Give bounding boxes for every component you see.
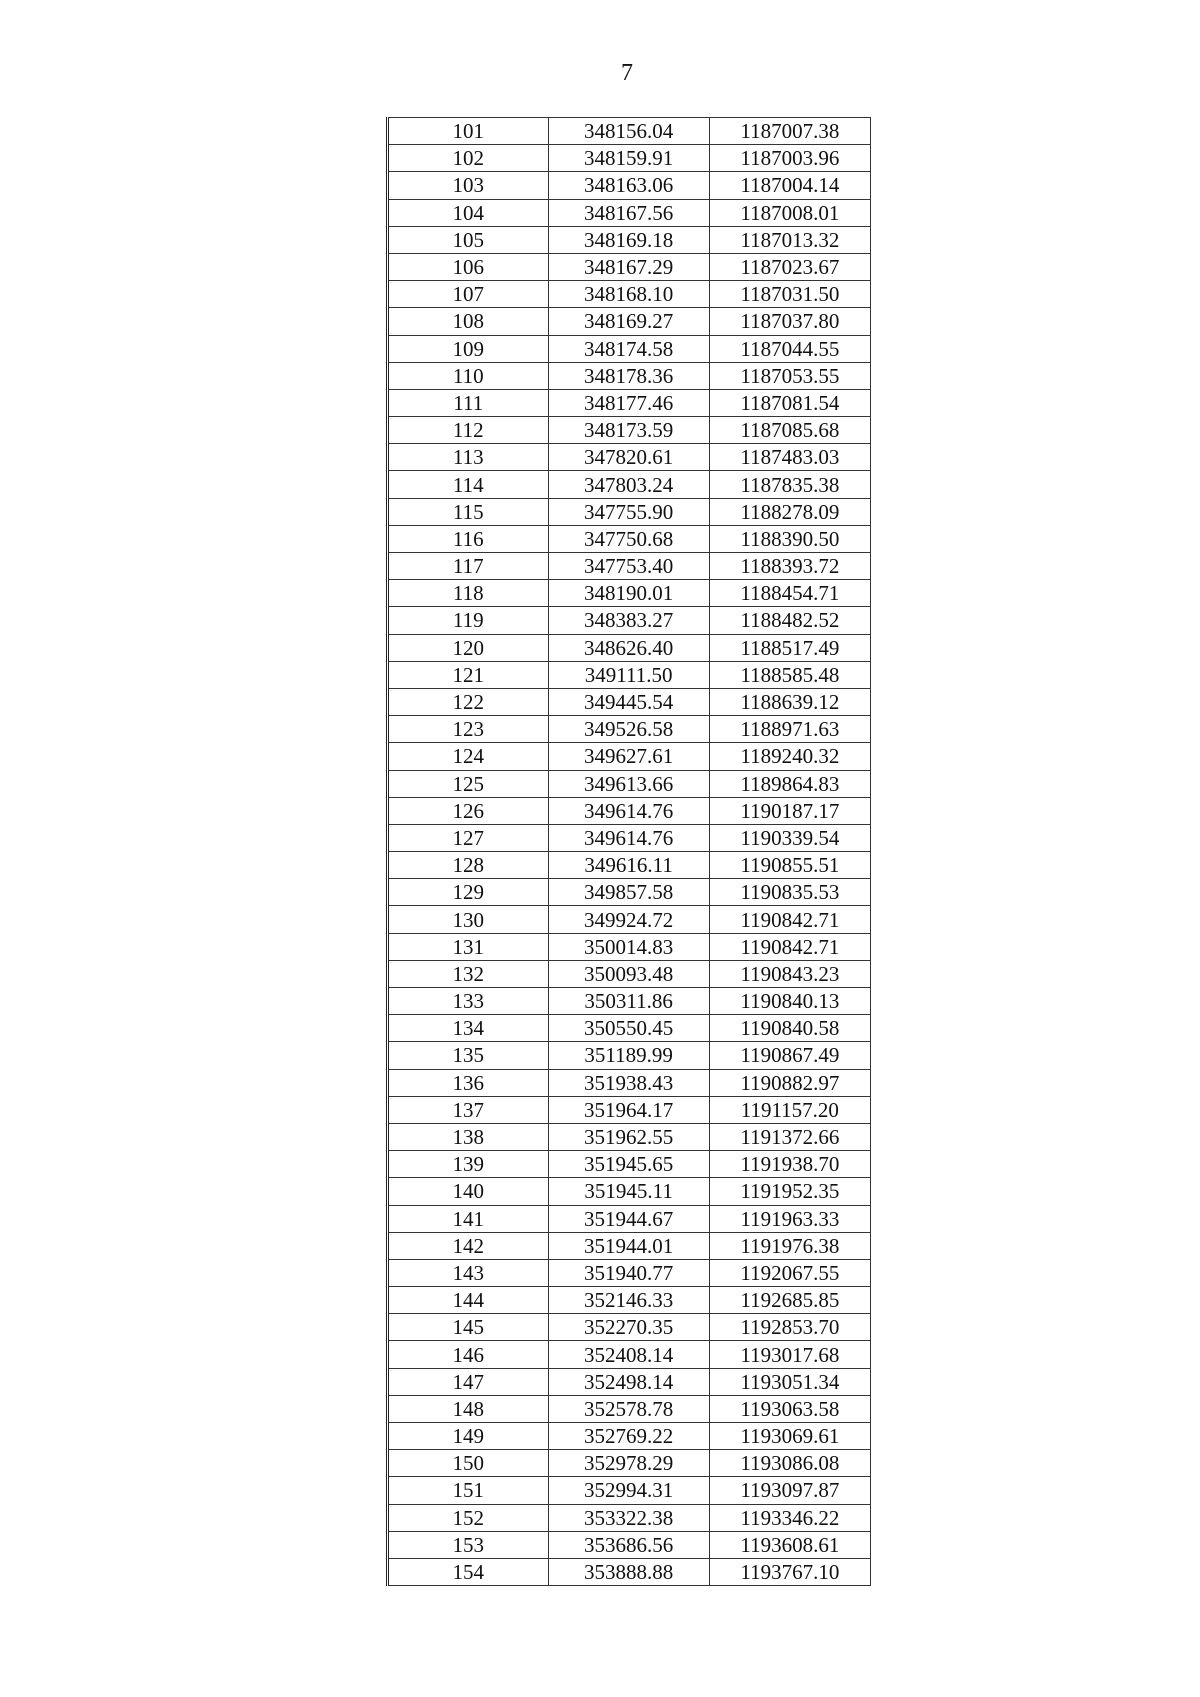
x-coordinate-cell: 351945.65 [548, 1151, 709, 1178]
table-row [388, 1314, 871, 1341]
x-coordinate-cell: 348168.10 [548, 281, 709, 308]
table-row [388, 688, 871, 715]
point-number-cell: 119 [388, 607, 549, 634]
x-coordinate-cell: 351964.17 [548, 1096, 709, 1123]
y-coordinate-cell: 1187008.01 [709, 199, 870, 226]
x-coordinate-cell: 348156.04 [548, 118, 709, 145]
table-row [388, 281, 871, 308]
point-number-cell: 141 [388, 1205, 549, 1232]
y-coordinate-cell: 1187013.32 [709, 226, 870, 253]
coordinates-table-body [388, 118, 871, 1586]
table-row [388, 553, 871, 580]
point-number-cell: 154 [388, 1558, 549, 1585]
table-row [388, 879, 871, 906]
point-number-cell: 140 [388, 1178, 549, 1205]
x-coordinate-cell: 348169.27 [548, 308, 709, 335]
point-number-cell: 126 [388, 797, 549, 824]
x-coordinate-cell: 351962.55 [548, 1123, 709, 1150]
x-coordinate-cell: 347820.61 [548, 444, 709, 471]
table-row [388, 1395, 871, 1422]
y-coordinate-cell: 1190842.71 [709, 933, 870, 960]
y-coordinate-cell: 1193017.68 [709, 1341, 870, 1368]
table-row [388, 362, 871, 389]
point-number-cell: 109 [388, 335, 549, 362]
point-number-cell: 146 [388, 1341, 549, 1368]
point-number-cell: 149 [388, 1423, 549, 1450]
point-number-cell: 103 [388, 172, 549, 199]
y-coordinate-cell: 1190882.97 [709, 1069, 870, 1096]
y-coordinate-cell: 1190187.17 [709, 797, 870, 824]
table-row [388, 444, 871, 471]
table-row [388, 960, 871, 987]
x-coordinate-cell: 352978.29 [548, 1450, 709, 1477]
y-coordinate-cell: 1188454.71 [709, 580, 870, 607]
x-coordinate-cell: 352578.78 [548, 1395, 709, 1422]
x-coordinate-cell: 352994.31 [548, 1477, 709, 1504]
page-number: 7 [621, 60, 633, 86]
table-row [388, 226, 871, 253]
y-coordinate-cell: 1187835.38 [709, 471, 870, 498]
y-coordinate-cell: 1191372.66 [709, 1123, 870, 1150]
y-coordinate-cell: 1190840.13 [709, 988, 870, 1015]
y-coordinate-cell: 1187483.03 [709, 444, 870, 471]
y-coordinate-cell: 1190843.23 [709, 960, 870, 987]
y-coordinate-cell: 1188390.50 [709, 525, 870, 552]
table-row [388, 716, 871, 743]
point-number-cell: 132 [388, 960, 549, 987]
x-coordinate-cell: 351189.99 [548, 1042, 709, 1069]
table-row [388, 1287, 871, 1314]
y-coordinate-cell: 1193767.10 [709, 1558, 870, 1585]
point-number-cell: 151 [388, 1477, 549, 1504]
x-coordinate-cell: 348383.27 [548, 607, 709, 634]
point-number-cell: 118 [388, 580, 549, 607]
x-coordinate-cell: 350550.45 [548, 1015, 709, 1042]
y-coordinate-cell: 1189864.83 [709, 770, 870, 797]
y-coordinate-cell: 1188278.09 [709, 498, 870, 525]
table-row [388, 1042, 871, 1069]
point-number-cell: 150 [388, 1450, 549, 1477]
point-number-cell: 110 [388, 362, 549, 389]
x-coordinate-cell: 348167.29 [548, 253, 709, 280]
table-row [388, 906, 871, 933]
point-number-cell: 104 [388, 199, 549, 226]
table-row [388, 743, 871, 770]
y-coordinate-cell: 1192685.85 [709, 1287, 870, 1314]
table-row [388, 1123, 871, 1150]
x-coordinate-cell: 352146.33 [548, 1287, 709, 1314]
point-number-cell: 147 [388, 1368, 549, 1395]
x-coordinate-cell: 351944.01 [548, 1232, 709, 1259]
table-row [388, 417, 871, 444]
point-number-cell: 130 [388, 906, 549, 933]
point-number-cell: 116 [388, 525, 549, 552]
x-coordinate-cell: 353322.38 [548, 1504, 709, 1531]
x-coordinate-cell: 349111.50 [548, 661, 709, 688]
x-coordinate-cell: 348177.46 [548, 389, 709, 416]
y-coordinate-cell: 1190339.54 [709, 824, 870, 851]
y-coordinate-cell: 1193051.34 [709, 1368, 870, 1395]
table-row [388, 1477, 871, 1504]
point-number-cell: 139 [388, 1151, 549, 1178]
x-coordinate-cell: 348174.58 [548, 335, 709, 362]
x-coordinate-cell: 353888.88 [548, 1558, 709, 1585]
point-number-cell: 142 [388, 1232, 549, 1259]
table-row [388, 1450, 871, 1477]
table-row [388, 335, 871, 362]
x-coordinate-cell: 350311.86 [548, 988, 709, 1015]
x-coordinate-cell: 348178.36 [548, 362, 709, 389]
x-coordinate-cell: 353686.56 [548, 1531, 709, 1558]
point-number-cell: 153 [388, 1531, 549, 1558]
x-coordinate-cell: 347755.90 [548, 498, 709, 525]
table-row [388, 253, 871, 280]
point-number-cell: 134 [388, 1015, 549, 1042]
y-coordinate-cell: 1192853.70 [709, 1314, 870, 1341]
x-coordinate-cell: 348626.40 [548, 634, 709, 661]
table-row [388, 525, 871, 552]
y-coordinate-cell: 1188585.48 [709, 661, 870, 688]
point-number-cell: 143 [388, 1259, 549, 1286]
y-coordinate-cell: 1193097.87 [709, 1477, 870, 1504]
x-coordinate-cell: 348167.56 [548, 199, 709, 226]
table-row [388, 1232, 871, 1259]
point-number-cell: 113 [388, 444, 549, 471]
x-coordinate-cell: 347753.40 [548, 553, 709, 580]
y-coordinate-cell: 1188971.63 [709, 716, 870, 743]
y-coordinate-cell: 1192067.55 [709, 1259, 870, 1286]
table-row [388, 308, 871, 335]
x-coordinate-cell: 348169.18 [548, 226, 709, 253]
table-row [388, 1205, 871, 1232]
x-coordinate-cell: 351944.67 [548, 1205, 709, 1232]
point-number-cell: 125 [388, 770, 549, 797]
point-number-cell: 152 [388, 1504, 549, 1531]
y-coordinate-cell: 1188393.72 [709, 553, 870, 580]
table-row [388, 1015, 871, 1042]
y-coordinate-cell: 1193346.22 [709, 1504, 870, 1531]
y-coordinate-cell: 1187085.68 [709, 417, 870, 444]
table-row [388, 498, 871, 525]
x-coordinate-cell: 350093.48 [548, 960, 709, 987]
table-row [388, 1069, 871, 1096]
table-row [388, 199, 871, 226]
point-number-cell: 122 [388, 688, 549, 715]
y-coordinate-cell: 1191976.38 [709, 1232, 870, 1259]
table-row [388, 1504, 871, 1531]
table-row [388, 1178, 871, 1205]
table-row [388, 471, 871, 498]
y-coordinate-cell: 1191157.20 [709, 1096, 870, 1123]
point-number-cell: 144 [388, 1287, 549, 1314]
y-coordinate-cell: 1190842.71 [709, 906, 870, 933]
table-row [388, 824, 871, 851]
y-coordinate-cell: 1193086.08 [709, 1450, 870, 1477]
table-row [388, 661, 871, 688]
y-coordinate-cell: 1187007.38 [709, 118, 870, 145]
point-number-cell: 137 [388, 1096, 549, 1123]
y-coordinate-cell: 1187081.54 [709, 389, 870, 416]
x-coordinate-cell: 347750.68 [548, 525, 709, 552]
x-coordinate-cell: 350014.83 [548, 933, 709, 960]
x-coordinate-cell: 351940.77 [548, 1259, 709, 1286]
x-coordinate-cell: 348173.59 [548, 417, 709, 444]
x-coordinate-cell: 347803.24 [548, 471, 709, 498]
point-number-cell: 123 [388, 716, 549, 743]
x-coordinate-cell: 349613.66 [548, 770, 709, 797]
y-coordinate-cell: 1188482.52 [709, 607, 870, 634]
x-coordinate-cell: 351938.43 [548, 1069, 709, 1096]
y-coordinate-cell: 1188517.49 [709, 634, 870, 661]
table-row [388, 1558, 871, 1585]
point-number-cell: 135 [388, 1042, 549, 1069]
point-number-cell: 121 [388, 661, 549, 688]
y-coordinate-cell: 1193069.61 [709, 1423, 870, 1450]
point-number-cell: 127 [388, 824, 549, 851]
y-coordinate-cell: 1191938.70 [709, 1151, 870, 1178]
x-coordinate-cell: 352270.35 [548, 1314, 709, 1341]
coordinates-table [386, 117, 871, 1586]
y-coordinate-cell: 1191952.35 [709, 1178, 870, 1205]
point-number-cell: 108 [388, 308, 549, 335]
point-number-cell: 114 [388, 471, 549, 498]
table-row [388, 1368, 871, 1395]
point-number-cell: 102 [388, 145, 549, 172]
table-row [388, 580, 871, 607]
point-number-cell: 107 [388, 281, 549, 308]
x-coordinate-cell: 349857.58 [548, 879, 709, 906]
x-coordinate-cell: 349614.76 [548, 797, 709, 824]
x-coordinate-cell: 352408.14 [548, 1341, 709, 1368]
x-coordinate-cell: 348159.91 [548, 145, 709, 172]
y-coordinate-cell: 1190835.53 [709, 879, 870, 906]
y-coordinate-cell: 1190840.58 [709, 1015, 870, 1042]
point-number-cell: 120 [388, 634, 549, 661]
y-coordinate-cell: 1190867.49 [709, 1042, 870, 1069]
x-coordinate-cell: 348163.06 [548, 172, 709, 199]
y-coordinate-cell: 1187053.55 [709, 362, 870, 389]
table-row [388, 933, 871, 960]
point-number-cell: 124 [388, 743, 549, 770]
y-coordinate-cell: 1193608.61 [709, 1531, 870, 1558]
point-number-cell: 112 [388, 417, 549, 444]
x-coordinate-cell: 352769.22 [548, 1423, 709, 1450]
point-number-cell: 105 [388, 226, 549, 253]
table-row [388, 634, 871, 661]
point-number-cell: 136 [388, 1069, 549, 1096]
table-row [388, 145, 871, 172]
y-coordinate-cell: 1187031.50 [709, 281, 870, 308]
table-row [388, 770, 871, 797]
table-row [388, 1341, 871, 1368]
table-row [388, 118, 871, 145]
y-coordinate-cell: 1187037.80 [709, 308, 870, 335]
point-number-cell: 145 [388, 1314, 549, 1341]
x-coordinate-cell: 349616.11 [548, 852, 709, 879]
point-number-cell: 101 [388, 118, 549, 145]
y-coordinate-cell: 1193063.58 [709, 1395, 870, 1422]
table-row [388, 1096, 871, 1123]
point-number-cell: 148 [388, 1395, 549, 1422]
x-coordinate-cell: 349627.61 [548, 743, 709, 770]
point-number-cell: 115 [388, 498, 549, 525]
point-number-cell: 133 [388, 988, 549, 1015]
y-coordinate-cell: 1189240.32 [709, 743, 870, 770]
table-row [388, 1259, 871, 1286]
y-coordinate-cell: 1187004.14 [709, 172, 870, 199]
x-coordinate-cell: 351945.11 [548, 1178, 709, 1205]
point-number-cell: 117 [388, 553, 549, 580]
y-coordinate-cell: 1187023.67 [709, 253, 870, 280]
table-row [388, 389, 871, 416]
table-row [388, 172, 871, 199]
y-coordinate-cell: 1188639.12 [709, 688, 870, 715]
point-number-cell: 111 [388, 389, 549, 416]
table-row [388, 852, 871, 879]
table-row [388, 1423, 871, 1450]
x-coordinate-cell: 352498.14 [548, 1368, 709, 1395]
x-coordinate-cell: 348190.01 [548, 580, 709, 607]
y-coordinate-cell: 1191963.33 [709, 1205, 870, 1232]
x-coordinate-cell: 349614.76 [548, 824, 709, 851]
point-number-cell: 138 [388, 1123, 549, 1150]
table-row [388, 1151, 871, 1178]
point-number-cell: 128 [388, 852, 549, 879]
y-coordinate-cell: 1190855.51 [709, 852, 870, 879]
point-number-cell: 131 [388, 933, 549, 960]
y-coordinate-cell: 1187003.96 [709, 145, 870, 172]
point-number-cell: 106 [388, 253, 549, 280]
x-coordinate-cell: 349924.72 [548, 906, 709, 933]
x-coordinate-cell: 349445.54 [548, 688, 709, 715]
point-number-cell: 129 [388, 879, 549, 906]
table-row [388, 607, 871, 634]
x-coordinate-cell: 349526.58 [548, 716, 709, 743]
y-coordinate-cell: 1187044.55 [709, 335, 870, 362]
table-row [388, 797, 871, 824]
table-row [388, 988, 871, 1015]
table-row [388, 1531, 871, 1558]
